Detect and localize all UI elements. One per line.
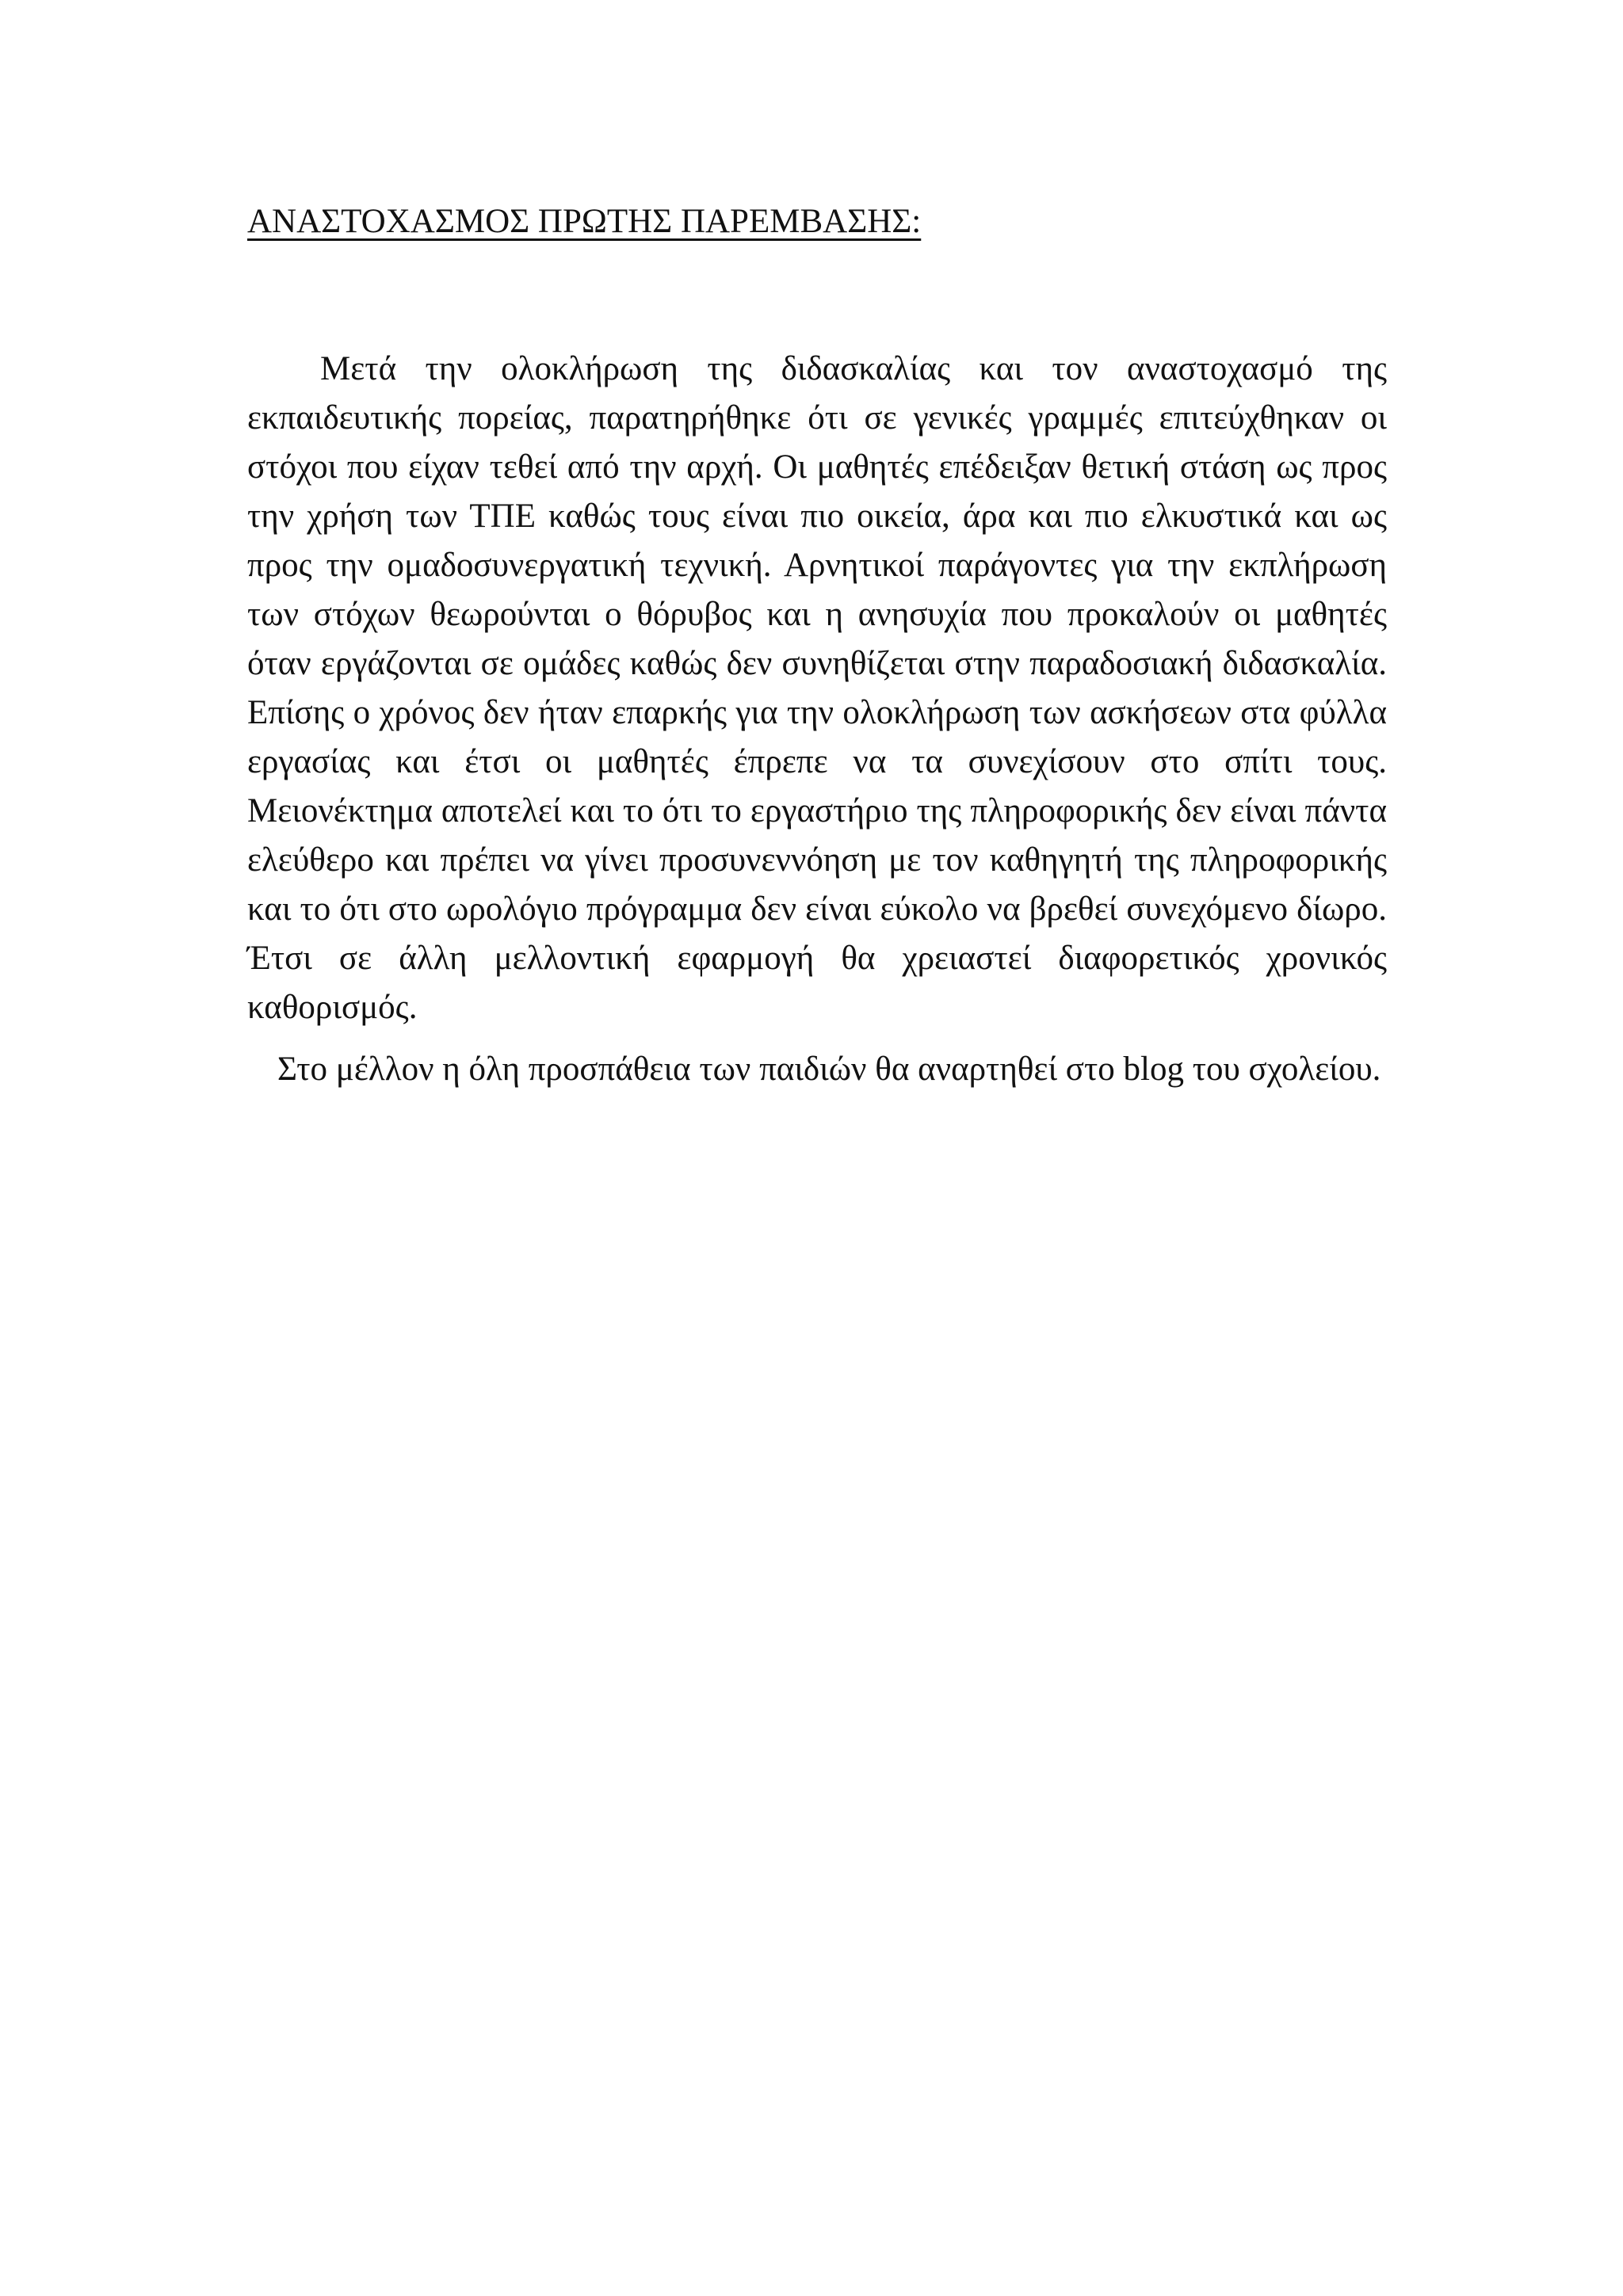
future-plan-paragraph: Στο μέλλον η όλη προσπάθεια των παιδιών θα αναρτηθεί στο blog του σχολείου.	[277, 1051, 1381, 1088]
document-body	[247, 198, 1387, 1094]
document-heading: ΑΝΑΣΤΟΧΑΣΜΟΣ ΠΡΩΤΗΣ ΠΑΡΕΜΒΑΣΗΣ:	[247, 203, 922, 240]
reflection-paragraph: Μετά την ολοκλήρωση της διδασκαλίας και τον αναστοχασμό της εκπαιδευτικής πορείας, παρατηρήθηκε ότι σε γενικές γραμμές επιτεύχθηκαν οι στόχοι που είχαν τεθεί από την αρχή. Οι μαθητές επέδειξαν θετική στάση ως προς την χρήση των ΤΠΕ καθώς τους είναι πιο οικεία, άρα και πιο ελκυστικά και ως προς την ομαδοσυνεργατική τεχνική. Αρνητικοί παράγοντες για την εκπλήρωση των στόχων θεωρούνται ο θόρυβος και η ανησυχία που προκαλούν οι μαθητές όταν εργάζονται σε ομάδες καθώς δεν συνηθίζεται στην παραδοσιακή διδασκαλία. Επίσης ο χρόνος δεν ήταν επαρκής για την ολοκλήρωση των ασκήσεων στα φύλλα εργασίας και έτσι οι μαθητές έπρεπε να τα συνεχίσουν στο σπίτι τους. Μειονέκτημα αποτελεί και το ότι το εργαστήριο της πληροφορικής δεν είναι πάντα ελεύθερο και πρέπει να γίνει προσυνεννόηση με τον καθηγητή της πληροφορικής και το ότι στο ωρολόγιο πρόγραμμα δεν είναι εύκολο να βρεθεί συνεχόμενο δίωρο. Έτσι σε άλλη μελλοντική εφαρμογή θα χρειαστεί διαφορετικός χρονικός καθορισμός.	[247, 350, 1387, 1026]
